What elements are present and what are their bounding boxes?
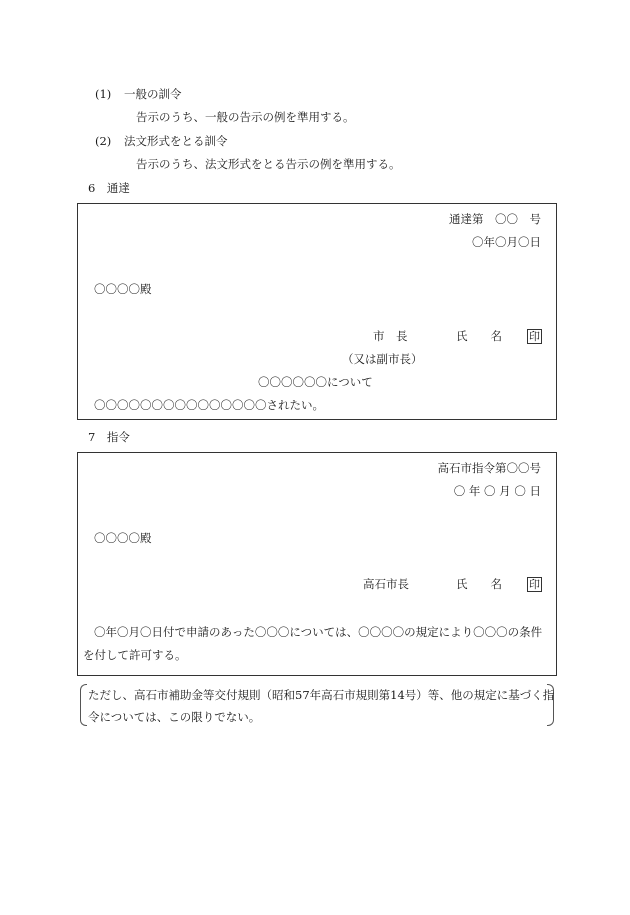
section6-sender-name-label: 氏 名 [456, 329, 502, 343]
item1-number: (1) [95, 87, 112, 101]
item2-description: 告示のうち、法文形式をとる告示の例を準用する。 [136, 157, 401, 171]
section7-body-line2: を付して許可する。 [83, 648, 187, 662]
section6-seal-icon [527, 329, 542, 344]
section6-body: 〇〇〇〇〇〇〇〇〇〇〇〇〇〇〇されたい。 [94, 398, 324, 412]
section6-date: 〇年〇月〇日 [472, 235, 541, 249]
section6-sender-alt: （又は副市長） [342, 352, 423, 366]
seal-mark: 印 [529, 330, 540, 343]
section7-doc-number: 高石市指令第〇〇号 [437, 461, 541, 475]
section7-heading: 7 指令 [88, 430, 130, 444]
note-line1: ただし、高石市補助金等交付規則（昭和57年高石市規則第14号）等、他の規定に基づく指 [88, 688, 555, 702]
note-left-bracket [80, 684, 87, 726]
section7-sender-title: 高石市長 [363, 577, 409, 591]
seal-mark: 印 [529, 578, 540, 591]
note-line2: 令については、この限りでない。 [88, 710, 261, 724]
item1-title: 一般の訓令 [124, 87, 182, 101]
section6-heading: 6 通達 [88, 181, 130, 195]
section6-addressee: 〇〇〇〇殿 [94, 282, 152, 296]
section6-sender-title: 市 長 [373, 329, 408, 343]
section7-addressee: 〇〇〇〇殿 [94, 531, 152, 545]
section7-seal-icon [527, 577, 542, 592]
section6-subject: 〇〇〇〇〇〇について [258, 375, 373, 389]
section6-doc-number: 通達第 〇〇 号 [449, 212, 541, 226]
section7-body-line1: 〇年〇月〇日付で申請のあった〇〇〇については、〇〇〇〇の規定により〇〇〇の条件 [94, 625, 543, 639]
item1-description: 告示のうち、一般の告示の例を準用する。 [136, 110, 355, 124]
section7-document-box [77, 452, 557, 676]
section7-date: 〇 年 〇 月 〇 日 [453, 484, 541, 498]
item2-number: (2) [95, 134, 112, 148]
section6-document-box [77, 203, 557, 420]
item2-title: 法文形式をとる訓令 [124, 134, 228, 148]
section7-sender-name-label: 氏 名 [456, 577, 502, 591]
